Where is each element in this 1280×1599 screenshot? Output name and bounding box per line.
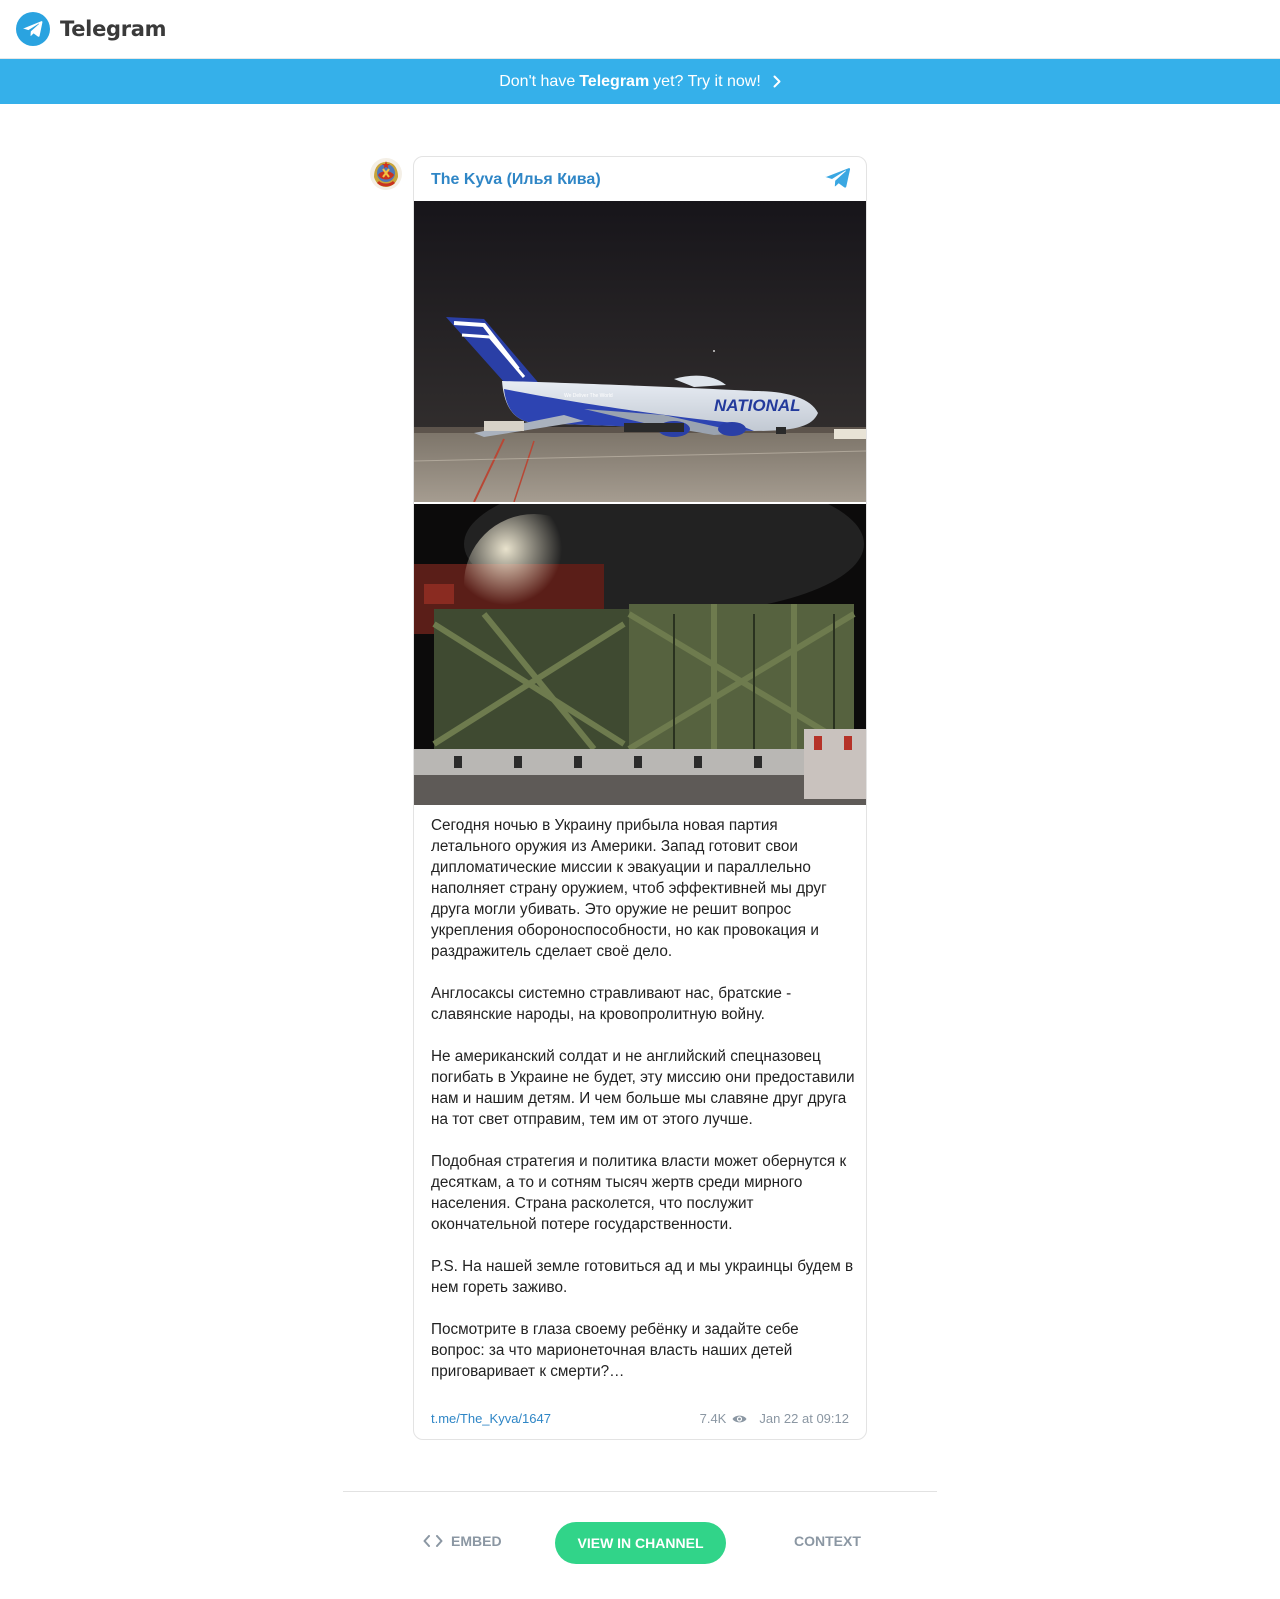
post-text — [431, 815, 856, 1382]
try-telegram-banner[interactable] — [0, 59, 1280, 104]
brand[interactable] — [16, 12, 166, 46]
post-paragraph: P.S. На нашей земле готовиться ад и мы украинцы будем в нем гореть заживо. — [431, 1258, 854, 1296]
promo-prefix: Don't have — [499, 72, 576, 90]
weapons-pallet-photo[interactable] — [414, 504, 867, 805]
chevron-right-icon — [773, 75, 781, 88]
post-paragraph: Англосаксы системно стравливают нас, братские - славянские народы, на кровопролитную войну. — [431, 985, 792, 1023]
post-paragraph: Посмотрите в глаза своему ребёнку и задайте себе вопрос: за что марионеточная власть наших детей приговаривает к смерти?… — [431, 1321, 799, 1380]
post-date[interactable]: Jan 22 at 09:12 — [759, 1411, 849, 1426]
code-brackets-icon — [423, 1535, 443, 1547]
telegram-plane-icon — [825, 167, 851, 194]
post-paragraph: Подобная стратегия и политика власти может обернутся к десяткам, а то и сотням тысяч жертв среди мирного населения. Страна расколется, что послужит окончательной потере государственности. — [431, 1153, 847, 1233]
post-link[interactable]: t.me/The_Kyva/1647 — [431, 1411, 551, 1426]
embed-button[interactable] — [423, 1533, 502, 1549]
context-button[interactable]: CONTEXT — [794, 1533, 861, 1549]
svg-text:We Deliver The World: We Deliver The World — [564, 393, 613, 399]
svg-text:NATIONAL: NATIONAL — [714, 396, 801, 415]
post-paragraph: Не американский солдат и не английский спецназовец погибать в Украине не будет, эту миссию они предоставили нам и нашим детям. И чем больше мы славяне друг друга на тот свет отправим, тем им от этого лучше. — [431, 1048, 855, 1128]
channel-name-link[interactable]: The Kyva (Илья Кива) — [431, 171, 601, 188]
embed-label: EMBED — [451, 1533, 502, 1549]
post-paragraph: Сегодня ночью в Украину прибыла новая партия летального оружия из Америки. Запад готовит свои дипломатические миссии к эвакуации и параллельно наполняет страну оружием, чтоб эффективней мы друг друга могли убивать. Это оружие не решит вопрос укрепления обороноспособности, но как провокация и раздражитель сделает своё дело. — [431, 817, 827, 960]
brand-name: Telegram — [60, 17, 167, 41]
view-count: 7.4K — [699, 1411, 727, 1426]
post-stats — [700, 1411, 849, 1426]
telegram-logo-icon — [16, 12, 50, 46]
promo-suffix: yet? Try it now! — [653, 72, 761, 90]
post-card — [413, 156, 867, 1440]
top-header — [0, 0, 1280, 59]
action-bar — [343, 1522, 937, 1564]
promo-brand: Telegram — [579, 72, 650, 90]
channel-avatar[interactable] — [369, 157, 403, 191]
divider — [343, 1491, 937, 1492]
post-meta — [431, 1411, 849, 1429]
eye-icon — [732, 1414, 747, 1424]
cargo-airplane-photo[interactable] — [414, 201, 867, 502]
post-header — [414, 157, 866, 201]
view-in-channel-button[interactable]: VIEW IN CHANNEL — [555, 1522, 726, 1564]
